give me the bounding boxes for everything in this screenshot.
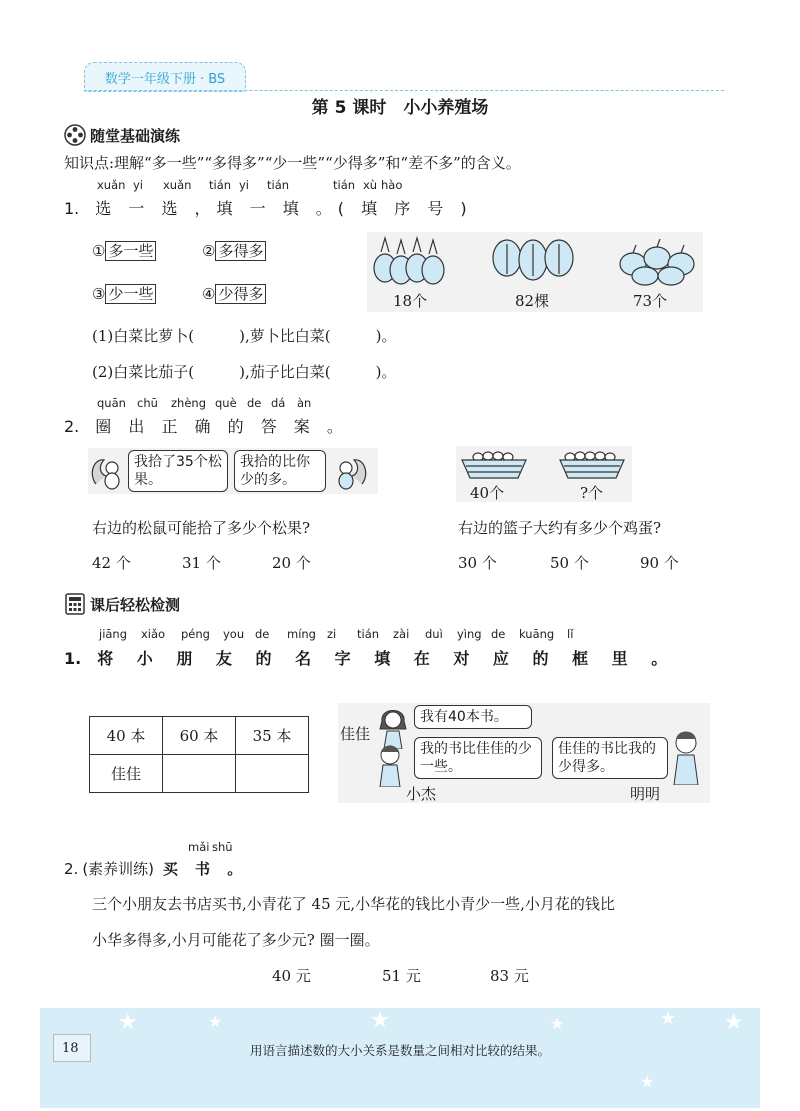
egg-basket-scene xyxy=(456,446,632,502)
squirrel-icon xyxy=(90,454,124,490)
boy-icon xyxy=(372,743,408,787)
table-cell: 佳佳 xyxy=(90,755,163,793)
calculator-icon xyxy=(64,593,86,615)
speech-bubble-left: 我拾了35个松果。 xyxy=(128,450,228,492)
speech-bubble-right: 我拾的比你少的多。 xyxy=(234,450,326,492)
q2-question-left: 右边的松鼠可能拾了多少个松果? xyxy=(92,519,311,537)
option-4: ④ 少得多 xyxy=(202,283,266,304)
speech-bubble-mingming: 佳佳的书比我的少得多。 xyxy=(552,737,668,779)
answer-cell[interactable] xyxy=(236,755,309,793)
option-3: ③ 少一些 xyxy=(92,283,156,304)
egg-basket-icon xyxy=(458,448,530,480)
answer-option[interactable]: 30 个 xyxy=(458,554,497,572)
radish-icon xyxy=(371,234,451,286)
basket-left-count: 40个 xyxy=(470,484,505,502)
children-scene xyxy=(338,703,710,803)
name-label-jiajia: 佳佳 xyxy=(340,725,371,743)
star-icon: ★ xyxy=(550,1014,565,1033)
header-divider xyxy=(84,90,724,91)
s2q1-prompt: 1. 将 小 朋 友 的 名 字 填 在 对 应 的 框 里 。 xyxy=(64,649,677,668)
cabbage-count: 82棵 xyxy=(515,292,550,310)
radish-count: 18个 xyxy=(393,292,428,310)
answer-option[interactable]: 42 个 xyxy=(92,554,131,572)
table-row xyxy=(90,717,309,755)
star-icon: ★ xyxy=(118,1010,138,1035)
table-row xyxy=(90,755,309,793)
s2q2-paragraph-1: 三个小朋友去书店买书,小青花了 45 元,小华花的钱比小青少一些,小月花的钱比 xyxy=(92,895,615,913)
table-cell: 35 本 xyxy=(236,717,309,755)
q1-line-1: (1)白菜比萝卜( ),萝卜比白菜( )。 xyxy=(92,327,397,345)
answer-option[interactable]: 31 个 xyxy=(182,554,221,572)
speech-bubble-xiaojie: 我的书比佳佳的少一些。 xyxy=(414,737,542,779)
basket-right-count: ?个 xyxy=(580,484,604,502)
speech-bubble-jiajia: 我有40本书。 xyxy=(414,705,532,729)
film-reel-icon xyxy=(64,124,86,146)
book-tag: 数学一年级下册 · BS xyxy=(84,62,246,92)
produce-illustration xyxy=(367,232,703,312)
star-icon: ★ xyxy=(208,1012,223,1031)
q1-pinyin: xuǎn yi xuǎn tián yi tián tián xù hào xyxy=(97,178,403,192)
option-1: ① 多一些 xyxy=(92,240,156,261)
answer-option[interactable]: 90 个 xyxy=(640,554,679,572)
section-heading-homework xyxy=(64,593,180,615)
squirrel-scene xyxy=(88,448,378,494)
q1-prompt: 1. 选 一 选 ，填 一 填 。( 填 序 号 ) xyxy=(64,199,473,218)
option-2: ② 多得多 xyxy=(202,240,266,261)
section-title: 随堂基础演练 xyxy=(90,126,181,145)
table-cell: 60 本 xyxy=(163,717,236,755)
egg-basket-icon xyxy=(556,448,628,480)
knowledge-point: 知识点:理解“多一些”“多得多”“少一些”“少得多”和“差不多”的含义。 xyxy=(64,154,521,172)
eggplant-count: 73个 xyxy=(633,292,668,310)
name-table xyxy=(89,716,309,793)
page-number: 18 xyxy=(53,1034,91,1062)
s2q2-paragraph-2: 小华多得多,小月可能花了多少元? 圈一圈。 xyxy=(92,931,380,949)
q2-question-right: 右边的篮子大约有多少个鸡蛋? xyxy=(458,519,662,537)
eggplant-icon xyxy=(617,234,701,288)
answer-option[interactable]: 20 个 xyxy=(272,554,311,572)
star-icon: ★ xyxy=(640,1072,655,1091)
answer-cell[interactable] xyxy=(163,755,236,793)
q2-prompt: 2. 圈 出 正 确 的 答 案 。 xyxy=(64,417,349,436)
s2q1-pinyin: jiāng xiǎo péng you de míng zi tián zài duì yìng de kuāng lǐ xyxy=(99,627,574,641)
q2-pinyin: quān chū zhèng què de dá àn xyxy=(97,396,312,410)
answer-option[interactable]: 40 元 xyxy=(272,967,311,985)
q1-line-2: (2)白菜比茄子( ),茄子比白菜( )。 xyxy=(92,363,397,381)
answer-option[interactable]: 83 元 xyxy=(490,967,529,985)
section-heading-practice xyxy=(64,124,180,146)
answer-option[interactable]: 51 元 xyxy=(382,967,421,985)
section-title: 课后轻松检测 xyxy=(90,595,181,614)
cabbage-icon xyxy=(489,234,579,288)
name-label-xiaojie: 小杰 xyxy=(406,785,437,803)
squirrel-icon xyxy=(334,454,368,490)
answer-option[interactable]: 50 个 xyxy=(550,554,589,572)
star-icon: ★ xyxy=(660,1008,677,1029)
s2q2-pinyin: mǎi shū xyxy=(188,840,233,854)
star-icon: ★ xyxy=(724,1010,744,1035)
footer-note: 用语言描述数的大小关系是数量之间相对比较的结果。 xyxy=(249,1043,550,1058)
s2q2-prompt: 2. (素养训练) 买 书 。 xyxy=(64,860,249,878)
table-cell: 40 本 xyxy=(90,717,163,755)
name-label-mingming: 明明 xyxy=(630,785,661,803)
star-icon: ★ xyxy=(370,1008,390,1033)
lesson-title: 第 5 课时 小小养殖场 xyxy=(311,98,489,118)
boy-icon xyxy=(666,729,706,785)
